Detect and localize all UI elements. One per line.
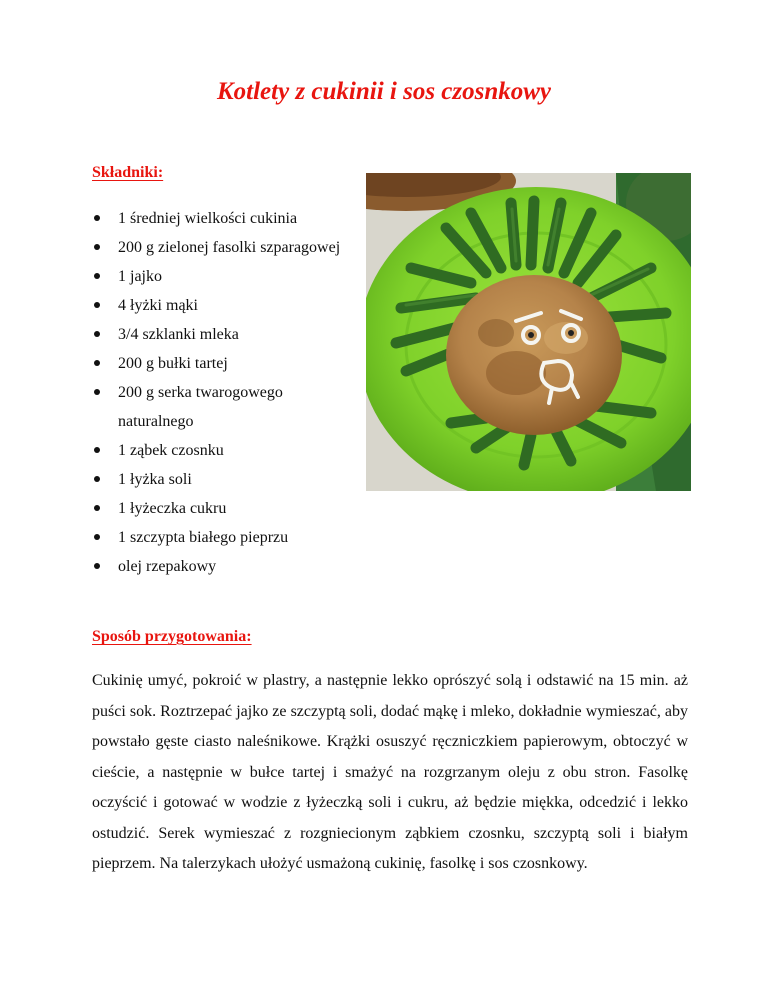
ingredient-item: 200 g zielonej fasolki szparagowej <box>92 233 362 262</box>
ingredients-heading: Składniki: <box>92 164 164 181</box>
ingredient-item: 1 średniej wielkości cukinia <box>92 204 362 233</box>
ingredient-item: 200 g serka twarogowego naturalnego <box>92 378 362 436</box>
zucchini-cutlet <box>446 275 622 435</box>
ingredient-item: 1 szczypta białego pieprzu <box>92 523 362 552</box>
dish-illustration <box>366 173 691 491</box>
ingredient-item: 3/4 szklanki mleka <box>92 320 362 349</box>
ingredient-item: olej rzepakowy <box>92 552 362 581</box>
ingredient-item: 1 jajko <box>92 262 362 291</box>
ingredient-item: 200 g bułki tartej <box>92 349 362 378</box>
ingredient-item: 1 ząbek czosnku <box>92 436 362 465</box>
ingredient-item: 1 łyżka soli <box>92 465 362 494</box>
ingredients-list <box>92 204 362 581</box>
ingredient-item: 4 łyżki mąki <box>92 291 362 320</box>
dish-photo <box>366 173 691 491</box>
ingredient-item: 1 łyżeczka cukru <box>92 494 362 523</box>
method-heading: Sposób przygotowania: <box>92 628 252 645</box>
recipe-title: Kotlety z cukinii i sos czosnkowy <box>216 78 552 105</box>
method-text: Cukinię umyć, pokroić w plastry, a następnie lekko oprószyć solą i odstawić na 15 min. aż puści sok. Roztrzepać jajko ze szczyptą soli, dodać mąkę i mleko, dokładnie wymieszać, aby powstało gęste ciasto naleśnikowe. Krążki osuszyć ręczniczkiem papierowym, obtoczyć w cieście, a następnie w bułce tartej i smażyć na rozgrzanym oleju z obu stron. Fasolkę oczyścić i gotować w wodzie z łyżeczką soli i cukru, aż będzie miękka, odcedzić i lekko ostudzić. Serek wymieszać z rozgniecionym ząbkiem czosnku, szczyptą soli i białym pieprzem. Na talerzykach ułożyć usmażoną cukinię, fasolkę i sos czosnkowy. <box>92 672 688 872</box>
